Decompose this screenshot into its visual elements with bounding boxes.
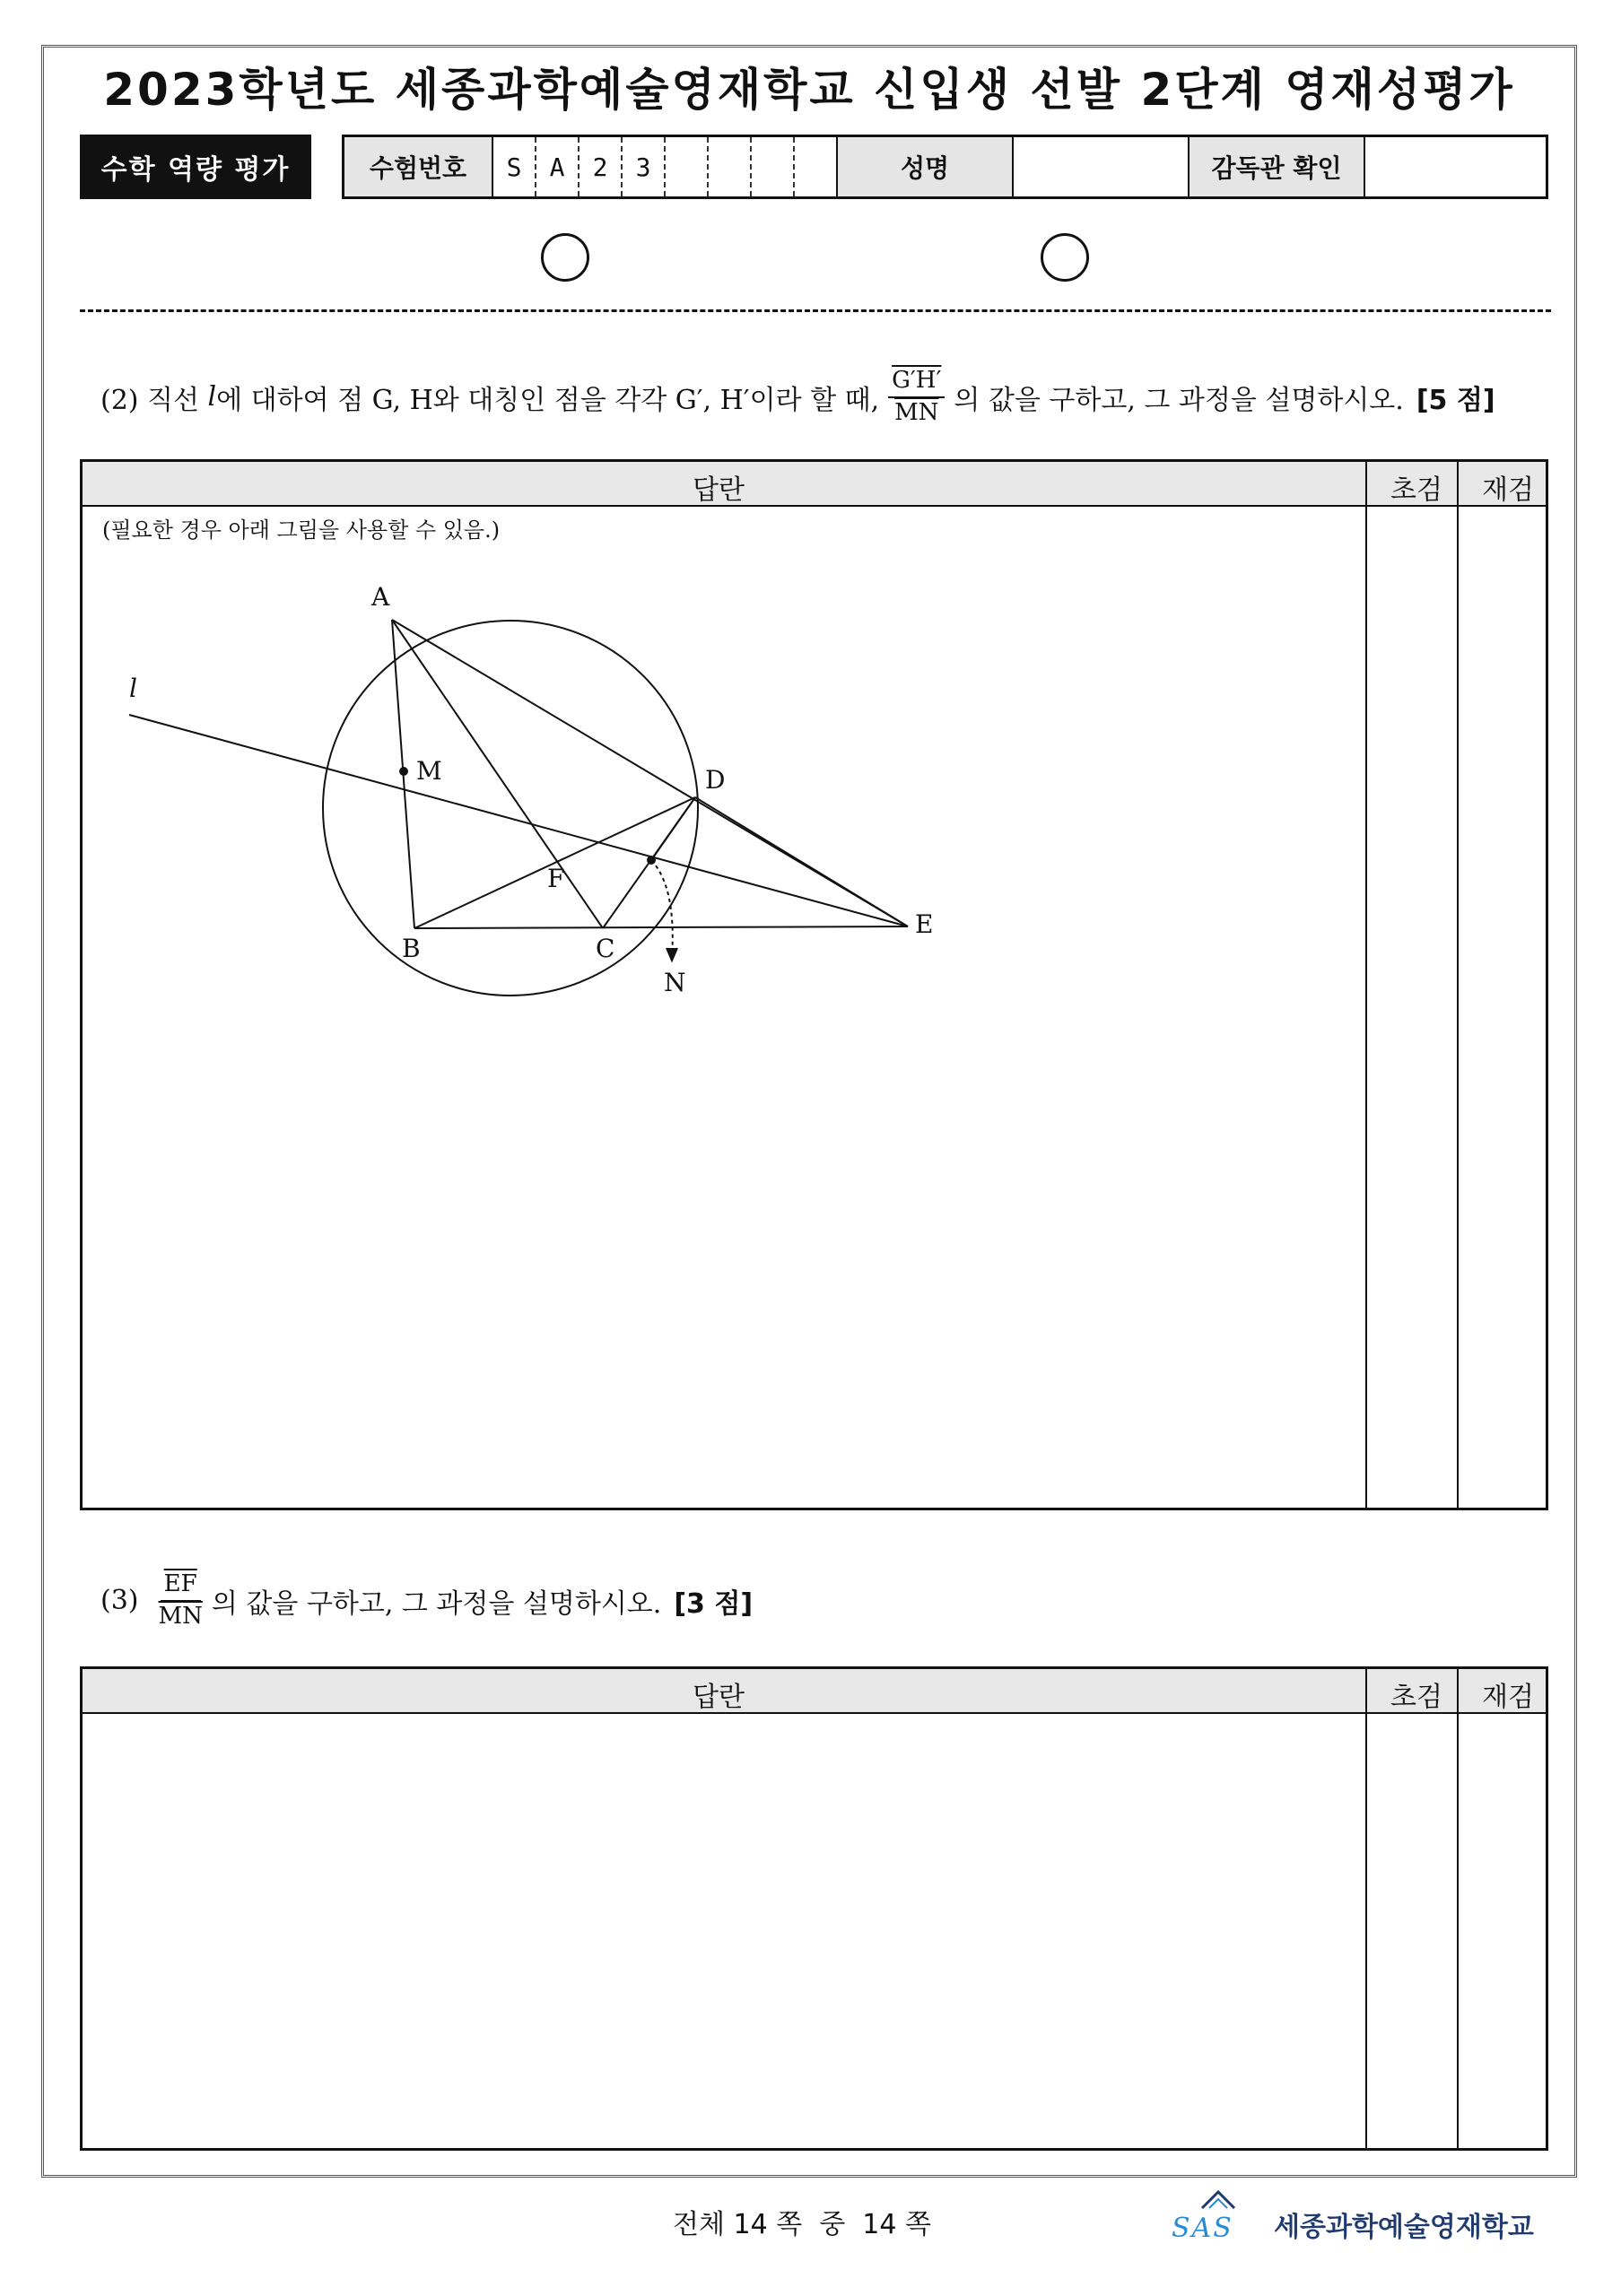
school-name: 세종과학예술영재학교 [1274,2212,1534,2243]
exam-number-digit-7[interactable] [752,137,795,196]
punch-hole-left [541,233,589,282]
label-A: A [371,582,390,612]
point-M [399,767,408,776]
second-check-label: 재검 [1482,474,1534,506]
answer-box-1-note: (필요한 경우 아래 그림을 사용할 수 있음.) [102,517,501,543]
second-check-column [1457,1669,1459,2148]
answer-box-1 [80,459,1548,1510]
exam-number-digit-4[interactable]: 3 [623,137,666,196]
first-check-column [1365,1669,1367,2148]
fraction-numerator: G′H′ [888,368,945,398]
question-3-text: 의 값을 구하고, 그 과정을 설명하시오. [211,1587,662,1620]
label-l: l [129,674,137,703]
exam-number-digit-2[interactable]: A [536,137,580,196]
label-N: N [664,968,686,997]
supervisor-field[interactable] [1365,137,1546,196]
fraction-numerator: $\overline{EF}$ [161,1571,201,1602]
label-F: F [547,864,565,893]
fraction-denominator: MN [894,398,939,426]
name-label: 성명 [838,137,1014,196]
first-check-label: 초검 [1390,474,1442,506]
point-on-l [647,856,656,865]
question-3-fraction [159,1571,203,1631]
school-logo-text: SAS [1172,2213,1233,2242]
question-3-points: [3 점] [674,1587,754,1620]
name-field[interactable] [1014,137,1190,196]
second-check-label: 재검 [1482,1682,1534,1713]
answer-box-2-writing-area[interactable] [83,1712,1364,2148]
answer-box-2-header [83,1669,1546,1714]
question-2-line-var: l [207,381,217,413]
exam-number-digit-5[interactable] [666,137,709,196]
exam-number-digit-3[interactable]: 2 [580,137,623,196]
label-C: C [596,934,615,963]
label-D: D [705,765,726,795]
question-2-points: [5 점] [1416,384,1495,416]
exam-number-digit-8[interactable] [795,137,838,196]
exam-number-digit-1[interactable]: S [493,137,536,196]
subject-badge: 수학 역량 평가 [80,135,311,199]
first-check-column [1365,462,1367,1508]
label-M: M [416,756,442,786]
question-3 [100,1571,753,1631]
question-2-text-b: 의 값을 구하고, 그 과정을 설명하시오. [954,384,1404,416]
question-2-prefix: (2) 직선 [100,384,208,416]
punch-hole-right [1041,233,1089,282]
question-2-fraction [888,368,945,427]
label-B: B [402,934,421,963]
answer-box-2 [80,1666,1548,2151]
answer-label: 답란 [693,1682,745,1713]
first-check-label: 초검 [1390,1682,1442,1713]
exam-info-table [342,135,1548,199]
cut-line [80,309,1551,312]
second-check-column [1457,462,1459,1508]
exam-number-label: 수험번호 [344,137,493,196]
exam-title: 2023학년도 세종과학예술영재학교 신입생 선발 2단계 영재성평가 [103,64,1515,116]
fraction-denominator: MN [158,1602,203,1630]
circumcircle [323,621,698,996]
segment-DE [695,797,908,926]
page-number: 전체 14 쪽 중 14 쪽 [673,2209,932,2240]
supervisor-label: 감독관 확인 [1190,137,1365,196]
question-3-prefix: (3) [100,1585,139,1617]
question-2 [100,368,1495,427]
arrow-head-N [667,948,677,961]
geometry-figure [83,462,1159,1018]
question-2-text-a: 에 대하여 점 G, H와 대칭인 점을 각각 G′, H′이라 할 때, [216,384,880,416]
segment-BE [414,926,908,928]
exam-number-digit-6[interactable] [709,137,752,196]
line-l [129,715,908,926]
label-E: E [915,909,934,939]
answer-label: 답란 [693,474,745,506]
school-logo [1166,2188,1265,2242]
